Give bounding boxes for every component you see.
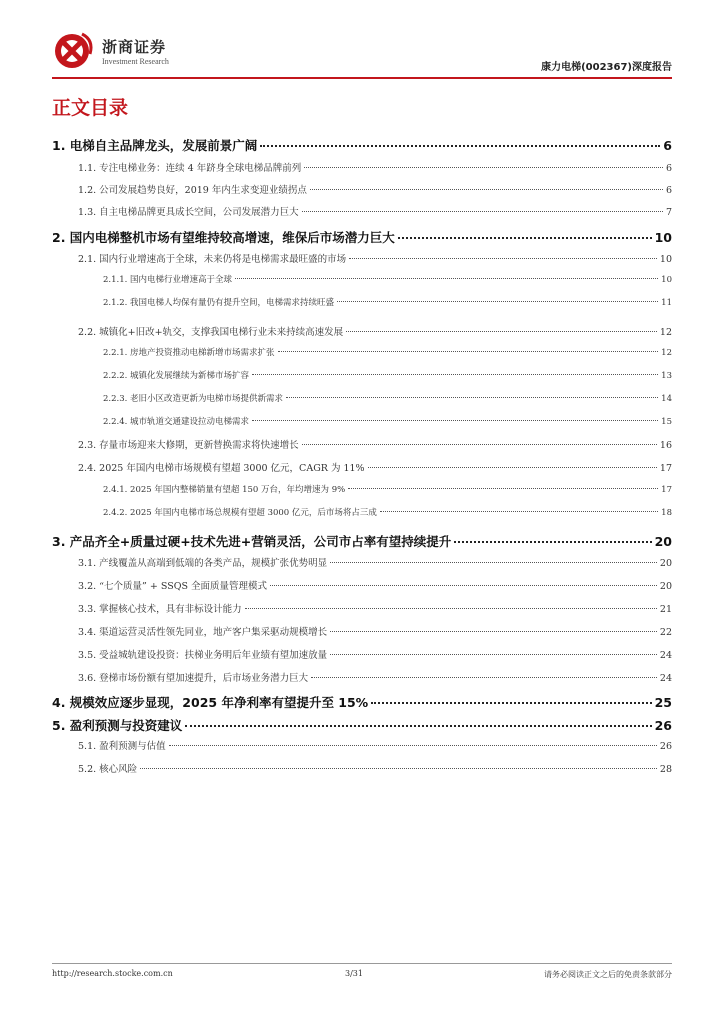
toc-entry-label: 2.4.2. 2025 年国内电梯市场总规模有望超 3000 亿元，后市场将占三成 [103, 508, 377, 518]
toc-entry-page: 16 [659, 440, 672, 451]
company-logo [52, 30, 272, 76]
toc-dot-leader [252, 374, 658, 375]
report-title: 康力电梯(002367)深度报告 [541, 62, 672, 73]
toc-entry-page: 21 [659, 604, 672, 615]
page-header [52, 28, 672, 78]
toc-entry[interactable] [52, 228, 672, 246]
toc-dot-leader [235, 278, 658, 279]
toc-entry[interactable] [52, 532, 672, 550]
toc-entry[interactable] [52, 204, 672, 218]
toc-entry-label: 1.1. 专注电梯业务：连续 4 年跻身全球电梯品牌前列 [78, 163, 302, 174]
toc-entry-page: 20 [659, 558, 672, 569]
toc-dot-leader [348, 488, 658, 489]
toc-entry-page: 18 [661, 508, 672, 518]
footer-page-number: 3/31 [345, 969, 363, 978]
toc-entry[interactable] [52, 578, 672, 592]
toc-entry-page: 24 [659, 673, 672, 684]
toc-entry-label: 2.1. 国内行业增速高于全球，未来仍将是电梯需求最旺盛的市场 [78, 254, 347, 265]
toc-entry-label: 3.6. 登梯市场份额有望加速提升，后市场业务潜力巨大 [78, 673, 309, 684]
toc-dot-leader [398, 237, 652, 239]
logo-text-en: Investment Research [102, 57, 169, 66]
toc-entry[interactable] [52, 182, 672, 196]
toc-entry-label: 2.4. 2025 年国内电梯市场规模有望超 3000 亿元，CAGR 为 11% [78, 463, 365, 474]
toc-entry-label: 2.1.1. 国内电梯行业增速高于全球 [103, 275, 233, 285]
toc-entry-label: 5.1. 盈利预测与估值 [78, 741, 166, 752]
toc-entry[interactable] [52, 761, 672, 775]
toc-entry-page: 15 [661, 417, 672, 427]
toc-entry-label: 1. 电梯自主品牌龙头，发展前景广阔 [52, 138, 258, 153]
toc-entry-label: 2.2.1. 房地产投资推动电梯新增市场需求扩张 [103, 348, 275, 358]
toc-entry-label: 3.5. 受益城轨建设投资：扶梯业务明后年业绩有望加速放量 [78, 650, 328, 661]
toc-entry[interactable] [52, 624, 672, 638]
toc-dot-leader [330, 631, 657, 632]
toc-dot-leader [337, 301, 658, 302]
toc-entry-label: 1.2. 公司发展趋势良好，2019 年内生求变迎业绩拐点 [78, 185, 307, 196]
toc-entry[interactable] [52, 324, 672, 338]
toc-entry-label: 2.2. 城镇化+旧改+轨交，支撑我国电梯行业未来持续高速发展 [78, 327, 344, 338]
toc-entry-label: 5.2. 核心风险 [78, 764, 138, 775]
toc-dot-leader [346, 331, 657, 332]
toc-dot-leader [302, 444, 657, 445]
toc-entry-page: 12 [659, 327, 672, 338]
toc-entry-page: 14 [661, 394, 672, 404]
toc-entry[interactable] [52, 506, 672, 518]
toc-entry[interactable] [52, 160, 672, 174]
toc-entry-page: 10 [654, 230, 672, 245]
toc-entry[interactable] [52, 415, 672, 427]
toc-dot-leader [245, 608, 657, 609]
toc-dot-leader [368, 467, 657, 468]
toc-entry-page: 17 [661, 485, 672, 495]
toc-entry-label: 2.2.3. 老旧小区改造更新为电梯市场提供新需求 [103, 394, 284, 404]
toc-entry-label: 2. 国内电梯整机市场有望维持较高增速，维保后市场潜力巨大 [52, 230, 395, 245]
toc-entry-label: 2.2.4. 城市轨道交通建设拉动电梯需求 [103, 417, 250, 427]
toc-entry[interactable] [52, 555, 672, 569]
toc-entry-page: 7 [665, 207, 672, 218]
toc-entry-page: 20 [654, 534, 672, 549]
toc-dot-leader [371, 702, 651, 704]
toc-entry[interactable] [52, 738, 672, 752]
toc-entry[interactable] [52, 483, 672, 495]
toc-entry[interactable] [52, 693, 672, 711]
toc-dot-leader [330, 562, 657, 563]
toc-entry-label: 2.4.1. 2025 年国内整梯销量有望超 150 万台，年均增速为 9% [103, 485, 346, 495]
toc-entry-label: 3.4. 渠道运营灵活性领先同业，地产客户集采驱动规模增长 [78, 627, 328, 638]
toc-entry-page: 11 [661, 298, 672, 308]
toc-entry-label: 2.1.2. 我国电梯人均保有量仍有提升空间，电梯需求持续旺盛 [103, 298, 335, 308]
toc-entry-label: 1.3. 自主电梯品牌更具成长空间，公司发展潜力巨大 [78, 207, 299, 218]
toc-entry-label: 2.2.2. 城镇化发展继续为新梯市场扩容 [103, 371, 250, 381]
toc-entry-page: 6 [663, 138, 672, 153]
toc-entry-page: 17 [659, 463, 672, 474]
toc-dot-leader [169, 745, 657, 746]
toc-entry-label: 3.1. 产线覆盖从高端到低端的各类产品，规模扩张优势明显 [78, 558, 328, 569]
toc-entry-label: 2.3. 存量市场迎来大修期，更新替换需求将快速增长 [78, 440, 299, 451]
header-divider [52, 77, 672, 79]
toc-dot-leader [349, 258, 657, 259]
toc-entry[interactable] [52, 437, 672, 451]
toc-dot-leader [310, 189, 663, 190]
toc-entry-page: 6 [665, 185, 672, 196]
toc-entry-page: 20 [659, 581, 672, 592]
logo-emblem-icon [52, 30, 96, 70]
toc-dot-leader [330, 654, 657, 655]
toc-entry-page: 25 [654, 695, 672, 710]
toc-entry-page: 22 [659, 627, 672, 638]
toc-dot-leader [260, 145, 660, 147]
toc-dot-leader [286, 397, 658, 398]
toc-dot-leader [304, 167, 663, 168]
footer-url[interactable]: http://research.stocke.com.cn [52, 969, 173, 978]
toc-entry-page: 28 [659, 764, 672, 775]
toc-dot-leader [380, 511, 658, 512]
toc-entry-label: 3.2. “七个质量” + SSQS 全面质量管理模式 [78, 581, 268, 592]
toc-entry[interactable] [52, 670, 672, 684]
toc-entry-label: 3. 产品齐全+质量过硬+技术先进+营销灵活，公司市占率有望持续提升 [52, 534, 452, 549]
toc-dot-leader [270, 585, 657, 586]
toc-entry-label: 5. 盈利预测与投资建议 [52, 718, 183, 733]
toc-entry-page: 24 [659, 650, 672, 661]
toc-entry-label: 3.3. 掌握核心技术，具有非标设计能力 [78, 604, 242, 615]
toc-entry-page: 10 [661, 275, 672, 285]
toc-entry[interactable] [52, 296, 672, 308]
toc-entry-page: 12 [661, 348, 672, 358]
toc-dot-leader [278, 351, 659, 352]
toc-entry-page: 6 [665, 163, 672, 174]
toc-entry-page: 13 [661, 371, 672, 381]
toc-entry-page: 26 [659, 741, 672, 752]
toc-entry[interactable] [52, 647, 672, 661]
toc-entry[interactable] [52, 346, 672, 358]
toc-entry[interactable] [52, 136, 672, 154]
toc-entry-page: 10 [659, 254, 672, 265]
logo-text-cn: 浙商证券 [102, 38, 167, 56]
footer-divider [52, 963, 672, 964]
toc-dot-leader [140, 768, 657, 769]
toc-dot-leader [311, 677, 657, 678]
toc-dot-leader [302, 211, 663, 212]
toc-entry[interactable] [52, 601, 672, 615]
toc-dot-leader [185, 725, 651, 727]
toc-entry-label: 4. 规模效应逐步显现，2025 年净利率有望提升至 15% [52, 695, 369, 710]
toc-entry[interactable] [52, 251, 672, 265]
toc-entry[interactable] [52, 392, 672, 404]
toc-dot-leader [454, 541, 651, 543]
toc-entry[interactable] [52, 273, 672, 285]
toc-entry-page: 26 [654, 718, 672, 733]
toc-heading: 正文目录 [52, 97, 129, 119]
toc-entry[interactable] [52, 460, 672, 474]
toc-entry[interactable] [52, 716, 672, 734]
footer-disclaimer: 请务必阅读正文之后的免责条款部分 [544, 970, 672, 979]
toc-entry[interactable] [52, 369, 672, 381]
toc-dot-leader [252, 420, 658, 421]
